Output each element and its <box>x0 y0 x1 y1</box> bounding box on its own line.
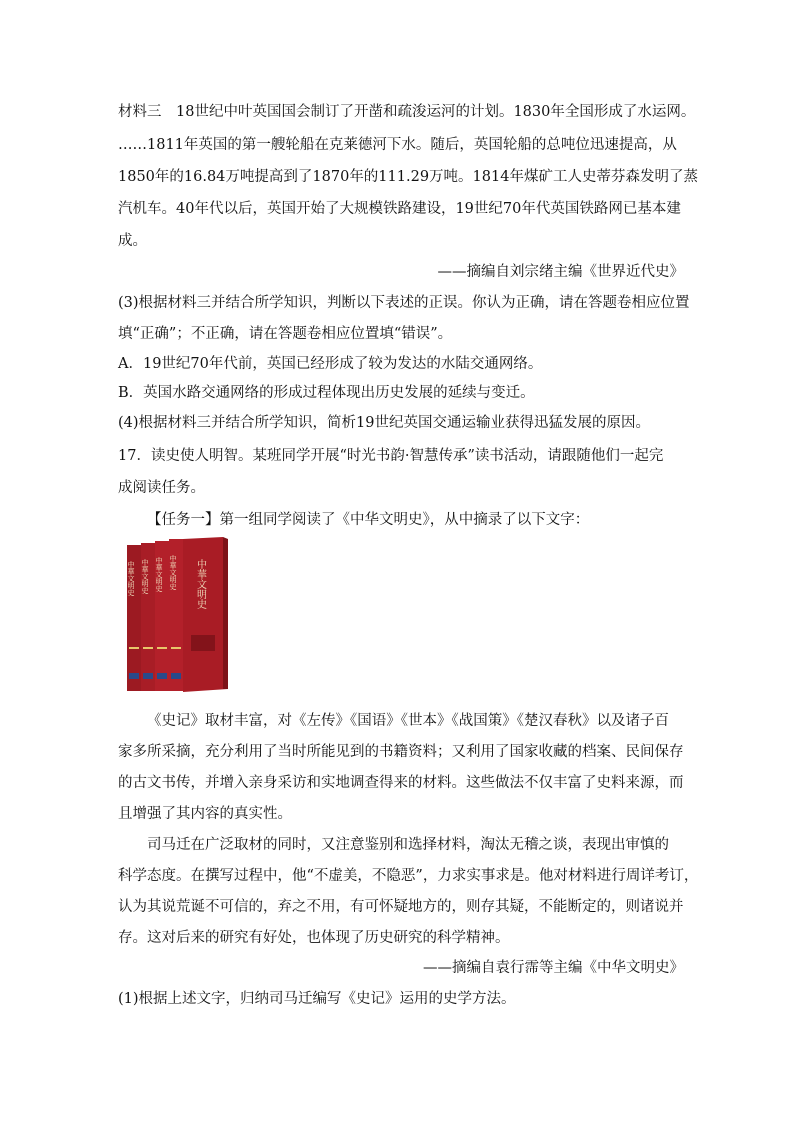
spine-title: 中華文明史 <box>155 557 163 592</box>
cover-title: 中華文明史 <box>194 559 206 609</box>
book-set-image <box>125 535 230 693</box>
paragraph-line: 《史记》取材丰富，对《左传》《国语》《世本》《战国策》《楚汉春秋》以及诸子百 <box>147 713 669 729</box>
spine-title: 中華文明史 <box>127 561 135 596</box>
task-one-heading: 【任务一】第一组同学阅读了《中华文明史》，从中摘录了以下文字： <box>147 512 590 528</box>
material-line: 汽机车。40年代以后，英国开始了大规模铁路建设，19世纪70年代英国铁路网已基本建 <box>118 201 681 217</box>
material-line: 1850年的16.84万吨提高到了1870年的111.29万吨。1814年煤矿工人史蒂芬森发明了蒸 <box>118 169 698 185</box>
question-4: (4)根据材料三并结合所学知识，简析19世纪英国交通运输业获得迅猛发展的原因。 <box>118 415 650 431</box>
question-1: (1)根据上述文字，归纳司马迁编写《史记》运用的史学方法。 <box>118 991 516 1007</box>
question-line: (3)根据材料三并结合所学知识，判断以下表述的正误。你认为正确，请在答题卷相应位置 <box>118 295 690 311</box>
material-line: ……1811年英国的第一艘轮船在克莱德河下水。随后，英国轮船的总吨位迅速提高，从 <box>118 137 677 153</box>
paragraph-line: 的古文书传，并增入亲身采访和实地调查得来的材料。这些做法不仅丰富了史料来源，而 <box>118 775 684 791</box>
option-b: B．英国水路交通网络的形成过程体现出历史发展的延续与变迁。 <box>118 385 535 401</box>
material-line: 成。 <box>118 233 147 249</box>
spine-title: 中華文明史 <box>141 559 149 594</box>
paragraph-line: 存。这对后来的研究有好处，也体现了历史研究的科学精神。 <box>118 930 510 946</box>
spine-title: 中華文明史 <box>169 555 177 590</box>
option-a: A．19世纪70年代前，英国已经形成了较为发达的水陆交通网络。 <box>118 356 543 372</box>
paragraph-line: 科学态度。在撰写过程中，他“不虚美，不隐恶”，力求实事求是。他对材料进行周详考订， <box>118 868 699 884</box>
paragraph-source: ——摘编自袁行霈等主编《中华文明史》 <box>423 960 684 976</box>
question-line: 17．读史使人明智。某班同学开展“时光书韵·智慧传承”读书活动，请跟随他们一起完 <box>118 448 664 464</box>
paragraph-line: 且增强了其内容的真实性。 <box>118 806 292 822</box>
material-line: 材料三 18世纪中叶英国国会制订了开凿和疏浚运河的计划。1830年全国形成了水运网。 <box>118 104 696 120</box>
question-line: 成阅读任务。 <box>118 480 205 496</box>
material-source: ——摘编自刘宗绪主编《世界近代史》 <box>437 264 684 280</box>
paragraph-line: 认为其说荒诞不可信的，弃之不用，有可怀疑地方的，则存其疑，不能断定的，则诸说并 <box>118 899 684 915</box>
paragraph-line: 家多所采摘，充分利用了当时所能见到的书籍资料；又利用了国家收藏的档案、民间保存 <box>118 744 684 760</box>
paragraph-line: 司马迁在广泛取材的同时，又注意鉴别和选择材料，淘汰无稽之谈，表现出审慎的 <box>147 837 669 853</box>
question-line: 填“正确”；不正确，请在答题卷相应位置填“错误”。 <box>118 326 453 342</box>
